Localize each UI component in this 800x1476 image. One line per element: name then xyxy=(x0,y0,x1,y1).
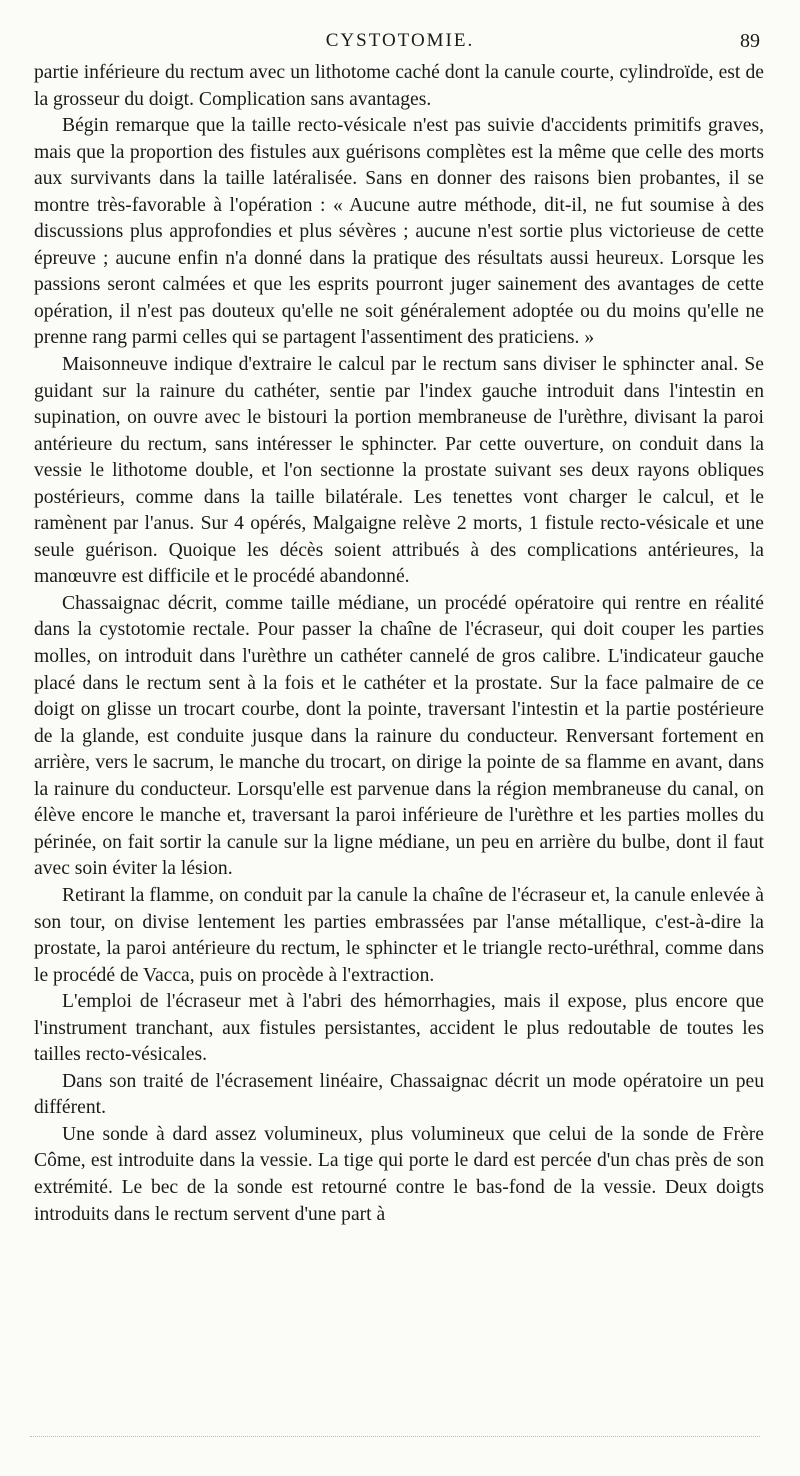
paragraph: Retirant la flamme, on conduit par la canule la chaîne de l'écraseur et, la canule enlevée à son tour, on divise lentement les parties embrassées par l'anse métallique, c'est-à-dire la prostate, la paroi antérieure du rectum, le sphincter et le triangle recto-uréthral, comme dans le procédé de Vacca, puis on procède à l'extraction. xyxy=(34,884,764,986)
paragraph: L'emploi de l'écraseur met à l'abri des hémorrhagies, mais il expose, plus encore que l'instrument tranchant, aux fistules persistantes, accident le plus redoutable de toutes les tailles recto-vésicales. xyxy=(34,991,764,1066)
paragraph: Chassaignac décrit, comme taille médiane, un procédé opératoire qui rentre en réalité dans la cystotomie rectale. Pour passer la chaîne de l'écraseur, qui doit couper les parties molles, on introduit dans l'urèthre un cathéter cannelé de gros calibre. L'indicateur gauche placé dans le rectum sent à la fois et le cathéter et la prostate. Sur la face palmaire de ce doigt on glisse un trocart courbe, dont la pointe, traversant l'intestin et la partie postérieure de la glande, est conduite jusque dans la rainure du conducteur. Renversant fortement en arrière, vers le sacrum, le manche du trocart, on dirige la pointe de sa flamme en avant, dans la rainure du conducteur. Lorsqu'elle est parvenue dans la région membraneuse du canal, on élève encore le manche et, traversant la paroi inférieure de l'urèthre et les parties molles du périnée, on fait sortir la canule sur la ligne médiane, un peu en arrière du bulbe, dont il faut avec soin éviter la lésion. xyxy=(34,592,764,880)
page-number: 89 xyxy=(740,30,760,52)
footer-rule xyxy=(30,1436,760,1438)
paragraph: Maisonneuve indique d'extraire le calcul par le rectum sans diviser le sphincter anal. Se guidant sur la rainure du cathéter, sentie par l'index gauche introduit dans l'intestin en supination, on ouvre avec le bistouri la portion membraneuse de l'urèthre, divisant la paroi antérieure du rectum, sans intéresser le sphincter. Par cette ouverture, on conduit dans la vessie le lithotome double, et l'on sectionne la prostate suivant ses deux rayons obliques postérieurs, comme dans la taille bilatérale. Les tenettes vont charger le calcul, et le ramènent par l'anus. Sur 4 opérés, Malgaigne relève 2 morts, 1 fistule recto-vésicale et une seule guérison. Quoique les décès soient attribués à des complications antérieures, la manœuvre est difficile et le procédé abandonné. xyxy=(34,354,764,588)
paragraph: partie inférieure du rectum avec un lithotome caché dont la canule courte, cylindroïde, est de la grosseur du doigt. Complication sans avantages. xyxy=(34,62,764,110)
page-title: CYSTOTOMIE. xyxy=(325,30,475,51)
body-text xyxy=(34,60,764,1228)
paragraph: Bégin remarque que la taille recto-vésicale n'est pas suivie d'accidents primitifs graves, mais que la proportion des fistules aux guérisons complètes est la même que celle des morts aux survivants dans la taille latéralisée. Sans en donner des raisons bien probantes, il se montre très-favorable à l'opération : « Aucune autre méthode, dit-il, ne fut soumise à des discussions plus approfondies et plus sévères ; aucune n'est sortie plus victorieuse de cette épreuve ; aucune enfin n'a donné dans la pratique des résultats aussi heureux. Lorsque les passions seront calmées et que les esprits pourront juger sainement des avantages de cette opération, il n'est pas douteux qu'elle ne soit généralement adoptée ou du moins qu'elle ne prenne rang parmi celles qui se partagent l'assentiment des praticiens. » xyxy=(34,115,764,349)
running-head xyxy=(0,30,800,56)
paragraph: Une sonde à dard assez volumineux, plus volumineux que celui de la sonde de Frère Côme, est introduite dans la vessie. La tige qui porte le dard est percée d'un chas près de son extrémité. Le bec de la sonde est retourné contre le bas-fond de la vessie. Deux doigts introduits dans le rectum servent d'une part à xyxy=(34,1123,764,1225)
paragraph: Dans son traité de l'écrasement linéaire, Chassaignac décrit un mode opératoire un peu différent. xyxy=(34,1070,764,1119)
